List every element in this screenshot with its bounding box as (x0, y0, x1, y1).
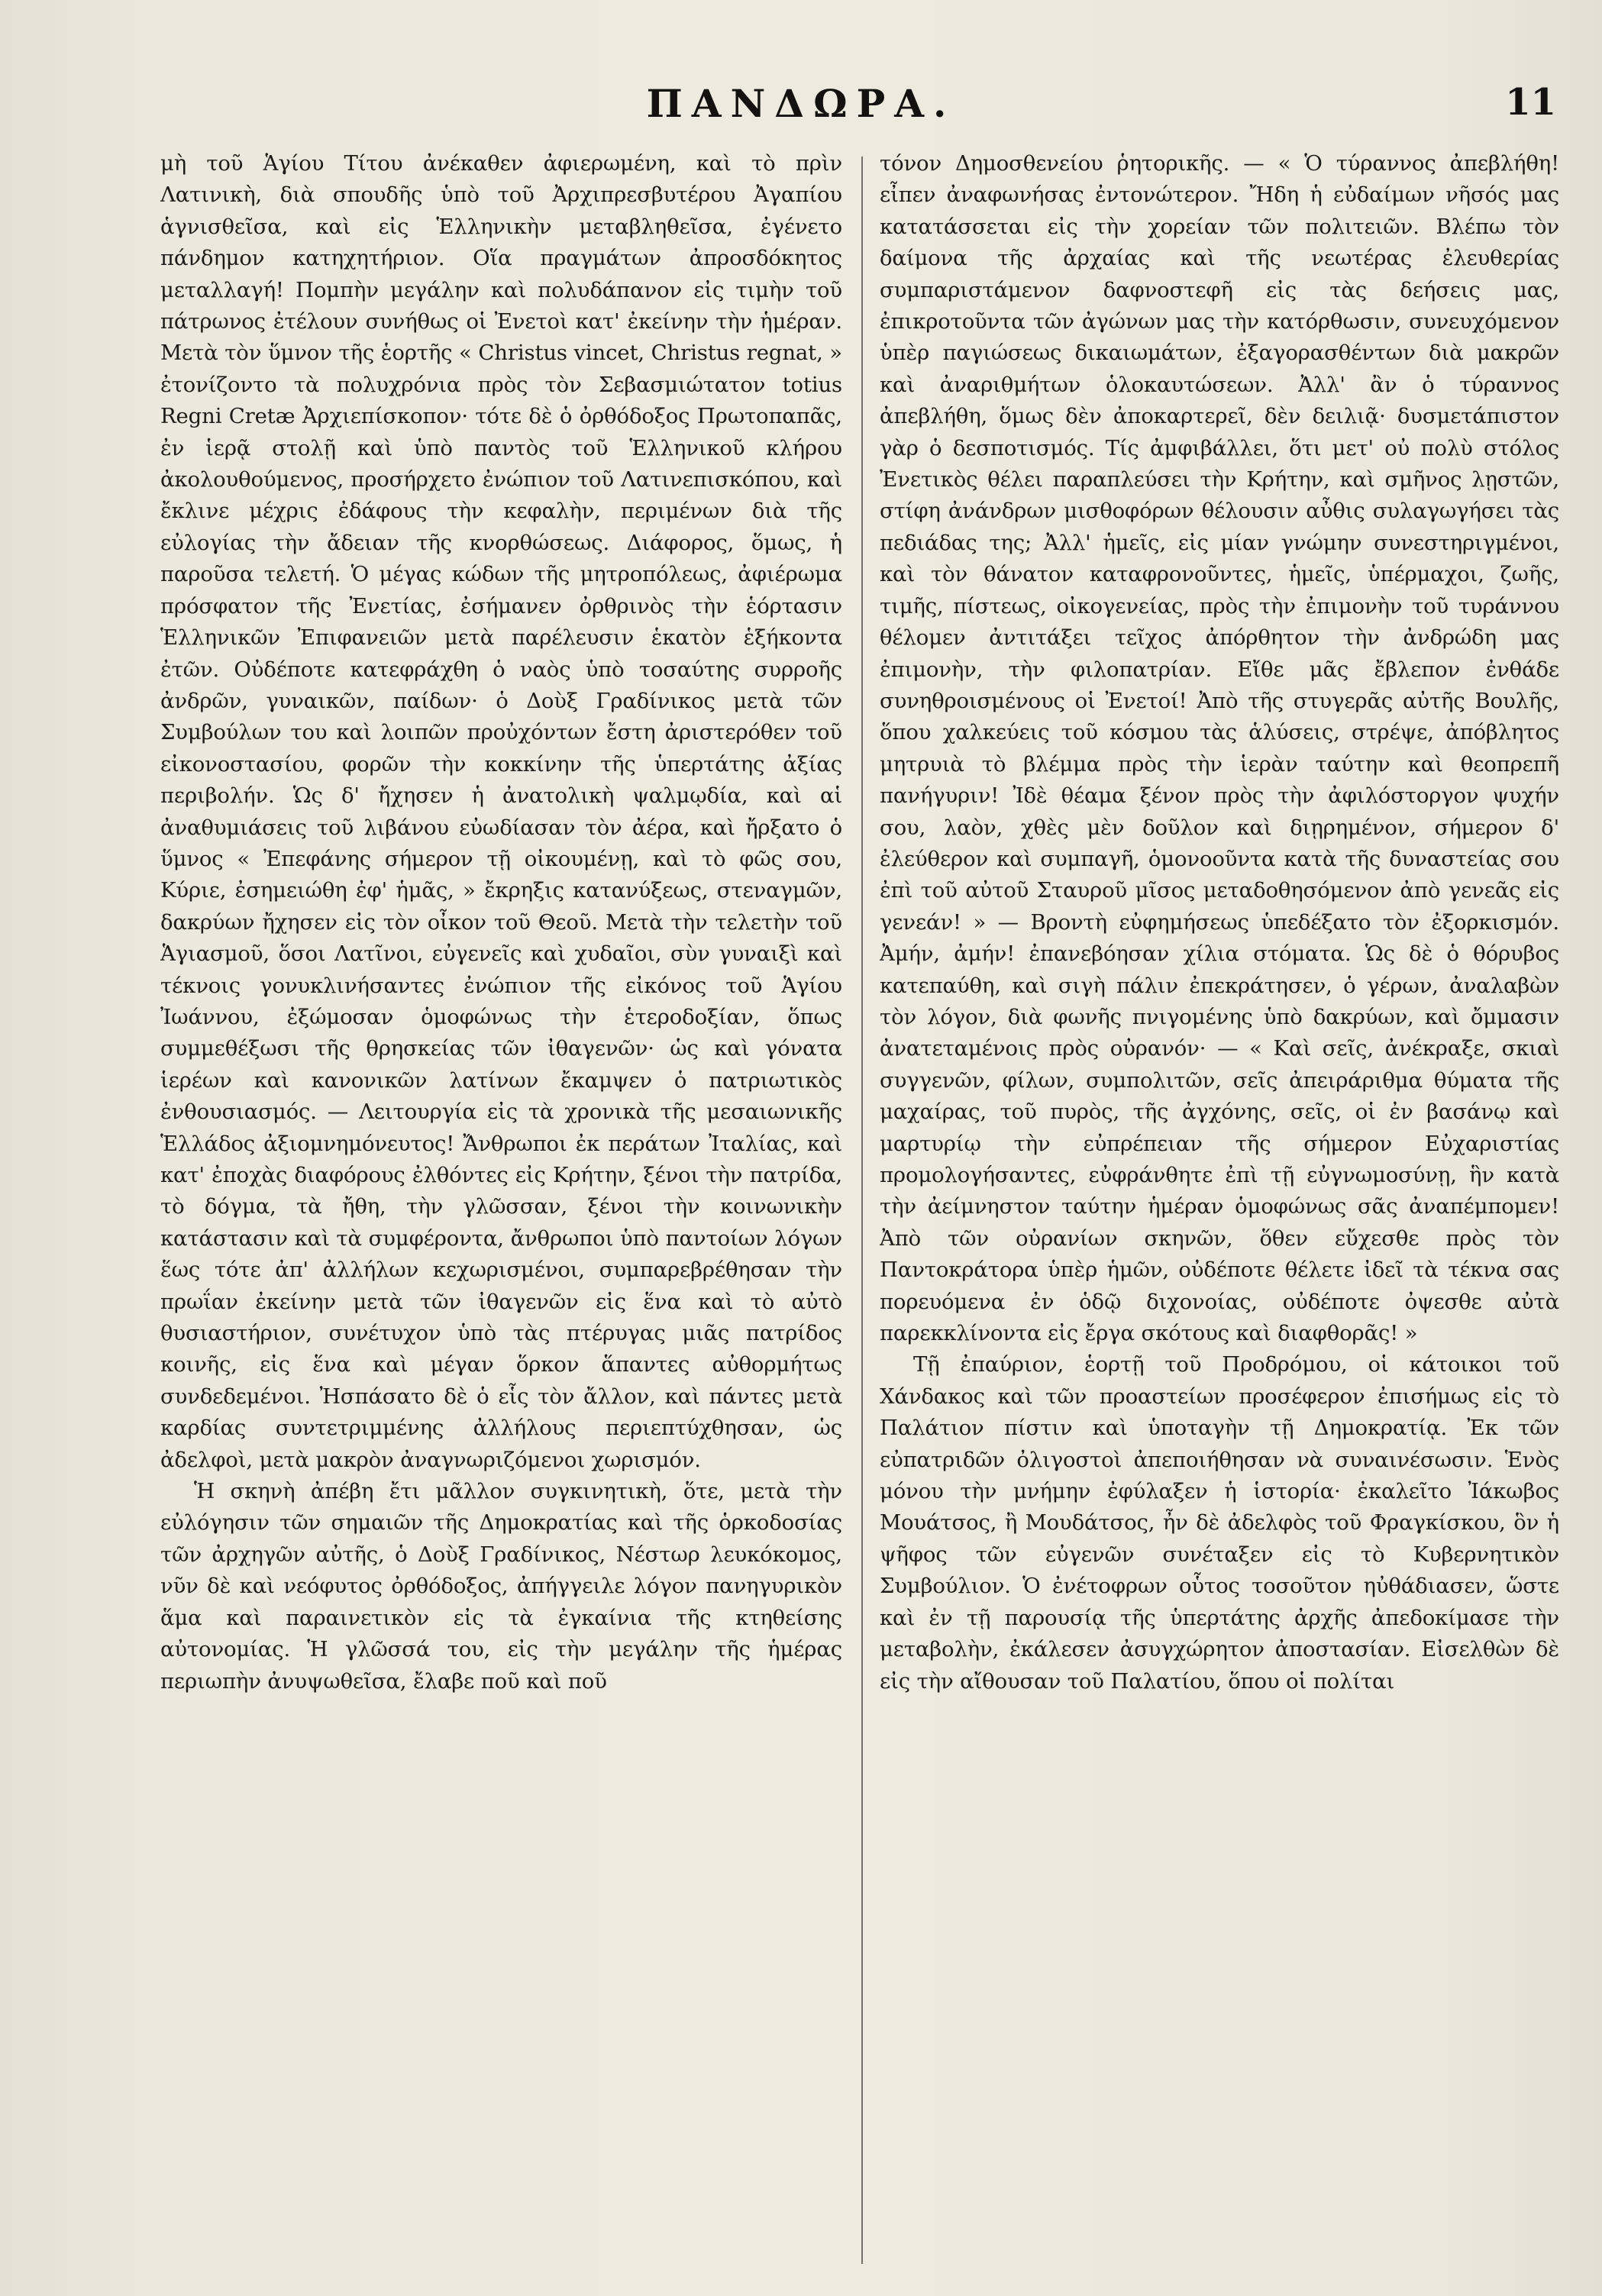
left-column (160, 148, 842, 2286)
left-paragraph-1: μὴ τοῦ Ἁγίου Τίτου ἀνέκαθεν ἀφιερωμένη, καὶ τὸ πρὶν Λατινικὴ, διὰ σπουδῆς ὑπὸ τοῦ Ἀρχιπρεσβυτέρου Ἀγαπίου ἁγνισθεῖσα, καὶ εἰς Ἑλληνικὴν μεταβληθεῖσα, ἐγένετο πάνδημον κατηχητήριον. Οἵα πραγμάτων ἀπροσδόκητος μεταλλαγή! Πομπὴν μεγάλην καὶ πολυδάπανον εἰς τιμὴν τοῦ πάτρωνος ἐτέλουν συνήθως οἱ Ἐνετοὶ κατ' ἐκείνην τὴν ἡμέραν. Μετὰ τὸν ὕμνον τῆς ἑορτῆς « Christus vincet, Christus regnat, » ἐτονίζοντο τὰ πολυχρόνια πρὸς τὸν Σεβασμιώτατον totius Regni Cretæ Ἀρχιεπίσκοπον· τότε δὲ ὁ ὀρθόδοξος Πρωτοπαπᾶς, ἐν ἱερᾷ στολῇ καὶ ὑπὸ παντὸς τοῦ Ἑλληνικοῦ κλήρου ἀκολουθούμενος, προσήρχετο ἐνώπιον τοῦ Λατινεπισκόπου, καὶ ἔκλινε μέχρις ἐδάφους τὴν κεφαλὴν, περιμένων διὰ τῆς εὐλογίας τὴν ἄδειαν τῆς κνορθώσεως. Διάφορος, ὅμως, ἡ παροῦσα τελετή. Ὁ μέγας κώδων τῆς μητροπόλεως, ἀφιέρωμα πρόσφατον τῆς Ἐνετίας, ἐσήμανεν ὀρθρινὸς τὴν ἑόρτασιν Ἑλληνικῶν Ἐπιφανειῶν μετὰ παρέλευσιν ἑκατὸν ἑξήκοντα ἐτῶν. Οὐδέποτε κατεφράχθη ὁ ναὸς ὑπὸ τοσαύτης συρροῆς ἀνδρῶν, γυναικῶν, παίδων· ὁ Δοὺξ Γραδίνικος μετὰ τῶν Συμβούλων του καὶ λοιπῶν προὐχόντων ἔστη ἀριστερόθεν τοῦ εἰκονοστασίου, φορῶν τὴν κοκκίνην τῆς ὑπερτάτης ἀξίας περιβολήν. Ὡς δ' ἤχησεν ἡ ἀνατολικὴ ψαλμῳδία, καὶ αἱ ἀναθυμιάσεις τοῦ λιβάνου εὐωδίασαν τὸν ἀέρα, καὶ ἤρξατο ὁ ὕμνος « Ἐπεφάνης σήμερον τῇ οἰκουμένῃ, καὶ τὸ φῶς σου, Κύριε, ἐσημειώθη ἐφ' ἡμᾶς, » ἔκρηξις κατανύξεως, στεναγμῶν, δακρύων ἤχησεν εἰς τὸν οἶκον τοῦ Θεοῦ. Μετὰ τὴν τελετὴν τοῦ Ἁγιασμοῦ, ὅσοι Λατῖνοι, εὐγενεῖς καὶ χυδαῖοι, σὺν γυναιξὶ καὶ τέκνοις γονυκλινήσαντες ἐνώπιον τῆς εἰκόνος τοῦ Ἁγίου Ἰωάννου, ἐξώμοσαν ὁμοφώνως τὴν ἑτεροδοξίαν, ὅπως συμμεθέξωσι τῆς θρησκείας τῶν ἰθαγενῶν· ὡς καὶ γόνατα ἱερέων καὶ κανονικῶν λατίνων ἔκαμψεν ὁ πατριωτικὸς ἐνθουσιασμός. — Λειτουργία εἰς τὰ χρονικὰ τῆς μεσαιωνικῆς Ἑλλάδος ἀξιομνημόνευτος! Ἄνθρωποι ἐκ περάτων Ἰταλίας, καὶ κατ' ἐποχὰς διαφόρους ἐλθόντες εἰς Κρήτην, ξένοι τὴν πατρίδα, τὸ δόγμα, τὰ ἤθη, τὴν γλῶσσαν, ξένοι τὴν κοινωνικὴν κατάστασιν καὶ τὰ συμφέροντα, ἄνθρωποι ὑπὸ παντοίων λόγων ἕως τότε ἀπ' ἀλλήλων κεχωρισμένοι, συμπαρεβρέθησαν τὴν πρωΐαν ἐκείνην μετὰ τῶν ἰθαγενῶν εἰς ἕνα καὶ τὸ αὐτὸ θυσιαστήριον, συνέτυχον ὑπὸ τὰς πτέρυγας μιᾶς πατρίδος κοινῆς, εἰς ἕνα καὶ μέγαν ὅρκον ἅπαντες αὐθορμήτως συνδεδεμένοι. Ἠσπάσατο δὲ ὁ εἷς τὸν ἄλλον, καὶ πάντες μετὰ καρδίας συντετριμμένης ἀλλήλους περιεπτύχθησαν, ὡς ἀδελφοὶ, μετὰ μακρὸν ἀναγνωριζόμενοι χωρισμόν. (160, 151, 842, 1472)
column-divider (861, 157, 863, 2264)
right-paragraph-2: Τῇ ἐπαύριον, ἑορτῇ τοῦ Προδρόμου, οἱ κάτοικοι τοῦ Χάνδακος καὶ τῶν προαστείων προσέφερον ἐπισήμως εἰς τὸ Παλάτιον πίστιν καὶ ὑποταγὴν τῇ Δημοκρατίᾳ. Ἐκ τῶν εὐπατριδῶν ὀλιγοστοὶ ἀπεποιήθησαν νὰ συναινέσωσιν. Ἑνὸς μόνου τὴν μνήμην ἐφύλαξεν ἡ ἱστορία· ἐκαλεῖτο Ἰάκωβος Μουάτσος, ἢ Μουδάτσος, ἦν δὲ ἀδελφὸς τοῦ Φραγκίσκου, ὃν ἡ ψῆφος τῶν εὐγενῶν συνέταξεν εἰς τὸ Κυβερνητικὸν Συμβούλιον. Ὁ ἐνέτοφρων οὗτος τοσοῦτον ηὐθάδιασεν, ὥστε καὶ ἐν τῇ παρουσίᾳ τῆς ὑπερτάτης ἀρχῆς ἀπεδοκίμασε τὴν μεταβολὴν, ἐκάλεσεν ἀσυγχώρητον ἀποστασίαν. Εἰσελθὼν δὲ εἰς τὴν αἴθουσαν τοῦ Παλατίου, ὅπου οἱ πολίται (880, 1352, 1559, 1694)
running-title: ΠΑΝΔΩΡΑ. (646, 81, 956, 126)
right-paragraph-1: τόνον Δημοσθενείου ῥητορικῆς. — « Ὁ τύραννος ἀπεβλήθη! εἶπεν ἀναφωνήσας ἐντονώτερον. Ἤδη ἡ εὐδαίμων νῆσός μας κατατάσσεται εἰς τὴν χορείαν τῶν πολιτειῶν. Βλέπω τὸν δαίμονα τῆς ἀρχαίας καὶ τῆς νεωτέρας ἐλευθερίας συμπαριστάμενον δαφνοστεφῆ εἰς τὰς δεήσεις μας, ἐπικροτοῦντα τῶν ἀγώνων μας τὴν κατόρθωσιν, συνευχόμενον ὑπὲρ παγιώσεως δικαιωμάτων, ἐξαγορασθέντων διὰ μακρῶν καὶ ἀναριθμήτων ὁλοκαυτώσεων. Ἀλλ' ἂν ὁ τύραννος ἀπεβλήθη, ὅμως δὲν ἀποκαρτερεῖ, δὲν δειλιᾷ· δυσμετάπιστον γὰρ ὁ δεσποτισμός. Τίς ἀμφιβάλλει, ὅτι μετ' οὐ πολὺ στόλος Ἐνετικὸς θέλει παραπλεύσει τὴν Κρήτην, καὶ σμῆνος λῃστῶν, στίφη ἀνάνδρων μισθοφόρων θέλουσιν αὖθις συλαγωγήσει τὰς πεδιάδας της; Ἀλλ' ἡμεῖς, εἰς μίαν γνώμην συνεστηριγμένοι, καὶ τὸν θάνατον καταφρονοῦντες, ἡμεῖς, ὑπέρμαχοι, ζωῆς, τιμῆς, πίστεως, οἰκογενείας, πρὸς τὴν ἐπιμονὴν τοῦ τυράννου θέλομεν ἀντιτάξει τεῖχος ἀπόρθητον τὴν ἀνδρώδη μας ἐπιμονὴν, τὴν φιλοπατρίαν. Εἴθε μᾶς ἔβλεπον ἐνθάδε συνηθροισμένους οἱ Ἐνετοί! Ἀπὸ τῆς στυγερᾶς αὐτῆς Βουλῆς, ὅπου χαλκεύεις τοῦ κόσμου τὰς ἁλύσεις, στρέψε, ἀπόβλητος μητρυιὰ τὸ βλέμμα πρὸς τὴν ἱερὰν ταύτην καὶ θεοπρεπῆ πανήγυριν! Ἰδὲ θέαμα ξένον πρὸς τὴν ἀφιλόστοργον ψυχήν σου, λαὸν, χθὲς μὲν δοῦλον καὶ διῃρημένον, σήμερον δ' ἐλεύθερον καὶ συμπαγῆ, ὁμονοοῦντα κατὰ τῆς δυναστείας σου ἐπὶ τοῦ αὐτοῦ Σταυροῦ μῖσος μεταδοθησόμενον ἀπὸ γενεᾶς εἰς γενεάν! » — Βροντὴ εὐφημήσεως ὑπεδέξατο τὸν ἐξορκισμόν. Ἀμήν, ἀμήν! ἐπανεβόησαν χίλια στόματα. Ὡς δὲ ὁ θόρυβος κατεπαύθη, καὶ σιγὴ πάλιν ἐπεκράτησεν, ὁ γέρων, ἀναλαβὼν τὸν λόγον, διὰ φωνῆς πνιγομένης ὑπὸ δακρύων, καὶ ὄμμασιν ἀνατεταμένοις πρὸς οὐρανόν· — « Καὶ σεῖς, ἀνέκραξε, σκιαὶ συγγενῶν, φίλων, συμπολιτῶν, σεῖς ἀπειράριθμα θύματα τῆς μαχαίρας, τοῦ πυρὸς, τῆς ἀγχόνης, σεῖς, οἱ ἐν βασάνῳ καὶ μαρτυρίῳ τὴν εὐπρέπειαν τῆς σήμερον Εὐχαριστίας προμολογήσαντες, εὐφράνθητε ἐπὶ τῇ εὐγνωμοσύνῃ, ἣν κατὰ τὴν ἀείμνηστον ταύτην ἡμέραν ὁμοφώνως σᾶς ἀναπέμπομεν! Ἀπὸ τῶν οὐρανίων σκηνῶν, ὅθεν εὔχεσθε πρὸς τὸν Παντοκράτορα ὑπὲρ ἡμῶν, οὐδέποτε θέλετε ἰδεῖ τὰ τέκνα σας πορευόμενα ἐν ὁδῷ διχονοίας, οὐδέποτε ὀψεσθε αὐτὰ παρεκκλίνοντα εἰς ἔργα σκότους καὶ διαφθορᾶς! » (880, 151, 1559, 1346)
right-column (880, 148, 1559, 2286)
page-number: 11 (1505, 81, 1556, 124)
left-paragraph-2: Ἡ σκηνὴ ἀπέβη ἔτι μᾶλλον συγκινητικὴ, ὅτε, μετὰ τὴν εὐλόγησιν τῶν σημαιῶν τῆς Δημοκρατίας καὶ τῆς ὁρκοδοσίας τῶν ἀρχηγῶν αὐτῆς, ὁ Δοὺξ Γραδίνικος, Νέστωρ λευκόκομος, νῦν δὲ καὶ νεόφυτος ὀρθόδοξος, ἀπήγγειλε λόγον πανηγυρικὸν ἅμα καὶ παραινετικὸν εἰς τὰ ἐγκαίνια τῆς κτηθείσης αὐτονομίας. Ἡ γλῶσσά του, εἰς τὴν μεγάλην τῆς ἡμέρας περιωπὴν ἀνυψωθεῖσα, ἔλαβε ποῦ καὶ ποῦ (160, 1479, 842, 1694)
